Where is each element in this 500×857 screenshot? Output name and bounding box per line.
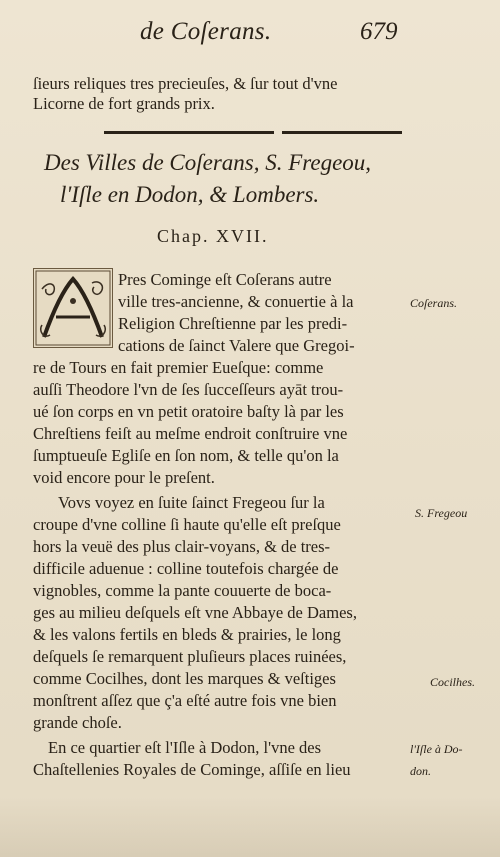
paragraph-line: Religion Chreſtienne par les predi- <box>118 314 348 333</box>
paragraph-line: auſſi Theodore l'vn de ſes ſucceſſeurs ayāt trou- <box>33 380 344 399</box>
section-rule-right <box>282 131 402 134</box>
paragraph-line: Vovs voyez en ſuite ſainct Fregeou ſur la <box>58 493 325 512</box>
paragraph-line: Chaſtellenies Royales de Cominge, aſſiſe en lieu <box>33 760 351 779</box>
paragraph-line: Chreſtiens feiſt au meſme endroit conſtruire vne <box>33 424 348 443</box>
running-head: de Coſerans. <box>140 18 272 45</box>
paragraph-line: void encore pour le preſent. <box>33 468 215 487</box>
carryover-line: ſieurs reliques tres precieuſes, & ſur tout d'vne <box>33 74 338 93</box>
margin-note-coserans: Coſerans. <box>410 296 458 310</box>
chapter-heading: Chap. XVII. <box>157 226 269 246</box>
margin-note-fregeou: S. Fregeou <box>415 506 468 520</box>
paragraph-line: comme Cocilhes, dont les marques & veſtiges <box>33 669 336 688</box>
paragraph-line: vignobles, comme la pante couuerte de boca- <box>33 581 332 600</box>
paragraph-line: ſumptueuſe Egliſe en ſon nom, & telle qu'on la <box>33 446 339 465</box>
section-title-line: Des Villes de Coſerans, S. Fregeou, <box>44 150 372 175</box>
page-bottom-shade <box>0 797 500 857</box>
paragraph-line: croupe d'vne colline ſi haute qu'elle eſt preſque <box>33 515 341 534</box>
paragraph-line: difficile aduenue : colline toutefois chargée de <box>33 559 339 578</box>
section-title-line: l'Iſle en Dodon, & Lombers. <box>60 182 320 207</box>
paragraph-line: ué ſon corps en vn petit oratoire baſty là par les <box>33 402 344 421</box>
paragraph-line: re de Tours en fait premier Eueſque: comme <box>33 358 324 377</box>
paragraph-line: & les valons fertils en bleds & prairies, le long <box>33 625 341 644</box>
paragraph-line: ges au milieu deſquels eſt vne Abbaye de Dames, <box>33 603 357 622</box>
paragraph-line: ville tres-ancienne, & conuertie à la <box>118 292 354 311</box>
page-header <box>0 14 500 54</box>
page-number: 679 <box>360 18 398 45</box>
margin-note-cocilhes: Cocilhes. <box>430 675 475 689</box>
section-rule-left <box>104 131 274 134</box>
paragraph-line: En ce quartier eſt l'Iſle à Dodon, l'vne des <box>48 738 322 757</box>
paragraph-line: deſquels ſe remarquent pluſieurs places ruinées, <box>33 647 347 666</box>
paragraph-line: monſtrent aſſez que ç'a eſté autre fois vne bien <box>33 691 337 710</box>
paragraph-line: Pres Cominge eſt Coſerans autre <box>118 270 332 289</box>
paragraph-line: grande choſe. <box>33 713 122 732</box>
paragraph-line: hors la veuë des plus clair-voyans, & de tres- <box>33 537 331 556</box>
carryover-line: Licorne de fort grands prix. <box>33 94 215 113</box>
paragraph-line: cations de ſainct Valere que Gregoi- <box>118 336 355 355</box>
margin-note-isle: l'Iſle à Do- <box>410 742 463 756</box>
decorated-initial-icon <box>33 268 113 348</box>
margin-note-isle: don. <box>410 764 431 778</box>
